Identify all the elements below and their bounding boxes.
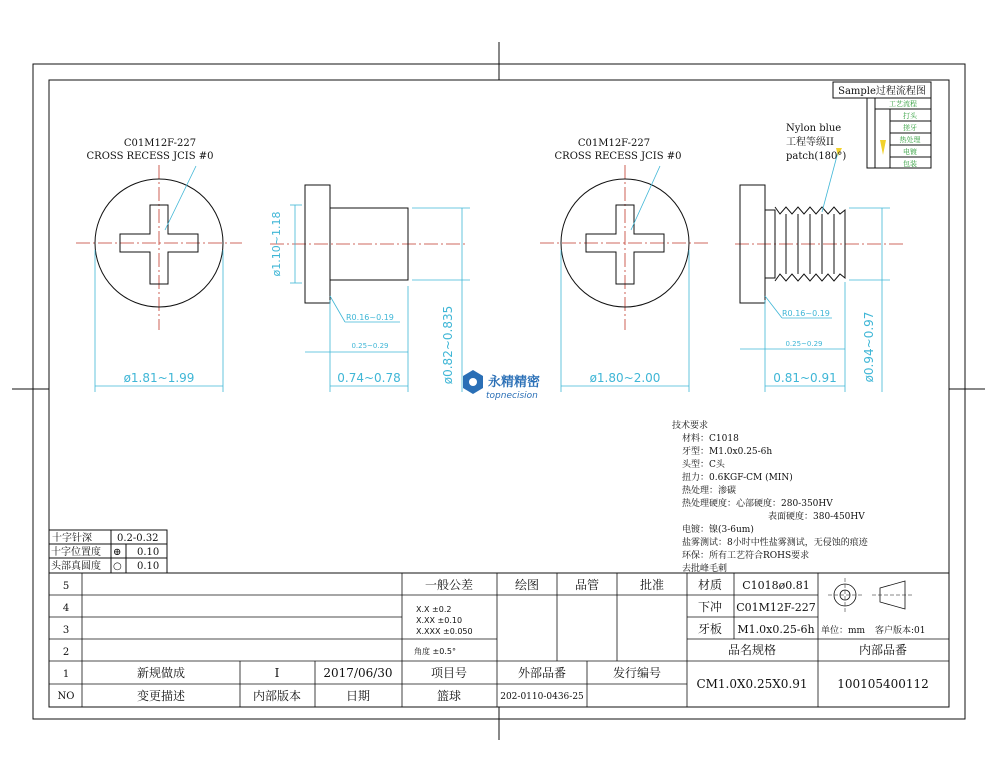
process-flow-box	[833, 82, 931, 168]
punch-label: 下冲	[697, 600, 723, 614]
right-head-dia-dim: ø1.80~2.00	[589, 371, 661, 385]
projection-symbol-icon	[828, 578, 912, 612]
tolerance-box	[49, 530, 167, 573]
flow-arrow-icon	[880, 140, 886, 155]
process-step-2: 搓牙	[903, 124, 917, 132]
quality-label: 品管	[574, 578, 600, 592]
tol-value: 0.10	[137, 547, 160, 558]
rev-internal-header: 内部版本	[252, 689, 302, 703]
rev1-date: 2017/06/30	[323, 666, 393, 680]
rev-desc-header: 变更描述	[136, 689, 186, 703]
position-symbol-icon: ⊕	[113, 547, 122, 558]
left-shank-len-dim: 0.74~0.78	[337, 371, 401, 385]
rev-number: 2	[62, 647, 70, 658]
tech-requirements	[672, 419, 869, 574]
rev-number: 4	[62, 603, 70, 614]
left-small-dim: 0.25~0.29	[351, 342, 389, 350]
die-value: M1.0x0.25-6h	[737, 623, 815, 636]
rev1-desc: 新规做成	[136, 666, 186, 680]
tech-req-line: 环保：所有工艺符合ROHS要求	[682, 551, 810, 561]
rev-number: 5	[62, 581, 70, 592]
tech-req-line: 热处理：渗碳	[682, 486, 737, 496]
left-head-view	[76, 138, 242, 392]
left-radius-dim: R0.16~0.19	[346, 313, 394, 322]
right-callout-line2: CROSS RECESS JCIS #0	[554, 151, 682, 162]
spec-value: CM1.0X0.25X0.91	[696, 677, 808, 691]
tech-req-line: 电镀：镍(3-6um)	[682, 525, 754, 535]
right-shank-len-dim: 0.81~0.91	[773, 371, 837, 385]
roundness-symbol-icon: ○	[113, 561, 122, 572]
tol-line: X.XXX ±0.050	[416, 627, 473, 636]
tol-value: 0.10	[137, 561, 160, 572]
nylon-note-line3: patch(180°)	[786, 151, 847, 162]
project-value: 篮球	[436, 689, 462, 703]
die-label: 牙板	[697, 622, 723, 636]
angle-tol: 角度 ±0.5°	[414, 647, 456, 656]
nylon-note-line1: Nylon blue	[786, 123, 842, 134]
tech-req-line: 表面硬度：380-450HV	[768, 512, 865, 522]
process-step-1: 打头	[903, 112, 917, 120]
internal-part-value: 100105400112	[837, 677, 929, 691]
right-body-dia-dim: ø0.94~0.97	[862, 311, 876, 383]
company-logo	[463, 370, 540, 401]
right-head-view	[540, 138, 708, 392]
title-block	[49, 573, 949, 707]
material-value: C1018ø0.81	[742, 579, 810, 592]
tol-value: 0.2-0.32	[117, 533, 159, 544]
left-head-dia-dim: ø1.81~1.99	[123, 371, 195, 385]
process-step-3: 热处理	[899, 136, 921, 144]
left-side-view	[270, 185, 470, 392]
right-side-view	[735, 123, 905, 392]
ext-part-value: 202-0110-0436-25	[500, 692, 584, 702]
tech-req-line: 去批峰毛刺	[682, 564, 728, 574]
left-callout-line2: CROSS RECESS JCIS #0	[86, 151, 214, 162]
tol-line: X.XX ±0.10	[416, 616, 463, 625]
tech-req-line: 热处理硬度：心部硬度：280-350HV	[682, 499, 833, 509]
general-tol-label: 一般公差	[424, 578, 474, 592]
tech-req-line: 盐雾测试：8小时中性盐雾测试，无侵蚀的痕迹	[682, 538, 868, 548]
right-callout-line1: C01M12F-227	[577, 138, 651, 149]
nylon-note-line2: 工程等级II	[786, 137, 834, 148]
ext-part-label: 外部品番	[517, 666, 567, 680]
rev1-internal: I	[274, 666, 280, 680]
left-shank-dia-dim: ø1.10~1.18	[270, 211, 283, 277]
tol-label: 头部真圆度	[51, 561, 101, 572]
logo-en-text: topnecision	[486, 391, 538, 401]
rev-number: 3	[62, 625, 70, 636]
process-step-5: 包装	[903, 160, 917, 168]
tech-req-title: 技术要求	[672, 421, 709, 431]
punch-value: C01M12F-227	[736, 601, 816, 614]
rev-no-label: NO	[57, 691, 75, 702]
customer-version: 客户版本:01	[875, 626, 926, 636]
drawn-label: 绘图	[514, 578, 540, 592]
rev-number: 1	[62, 669, 70, 680]
tol-label: 十字位置度	[51, 547, 101, 558]
spec-label: 品名规格	[727, 643, 777, 657]
process-flow-header: 工艺流程	[889, 100, 917, 108]
process-step-4: 电镀	[903, 148, 917, 156]
tol-label: 十字针深	[52, 533, 92, 544]
internal-part-label: 内部品番	[858, 643, 908, 657]
left-body-dia-dim: ø0.82~0.835	[441, 305, 455, 385]
unit-label: 单位：mm	[821, 626, 866, 636]
project-label: 项目号	[430, 666, 468, 680]
tech-req-line: 牙型：M1.0x0.25-6h	[682, 447, 773, 457]
tech-req-line: 扭力：0.6KGF-CM (MIN)	[682, 473, 793, 483]
rev-date-header: 日期	[345, 689, 371, 703]
right-radius-dim: R0.16~0.19	[782, 309, 830, 318]
tech-req-line: 头型：C头	[682, 460, 725, 470]
tech-req-line: 材料：C1018	[682, 434, 739, 444]
issue-label: 发行编号	[612, 666, 662, 680]
right-small-dim: 0.25~0.29	[785, 340, 823, 348]
logo-cn-text: 永精精密	[488, 375, 541, 390]
material-label: 材质	[697, 578, 723, 592]
left-callout-line1: C01M12F-227	[123, 138, 197, 149]
approve-label: 批准	[639, 578, 665, 592]
process-flow-title: Sample过程流程图	[838, 86, 926, 97]
tol-line: X.X ±0.2	[416, 605, 452, 614]
